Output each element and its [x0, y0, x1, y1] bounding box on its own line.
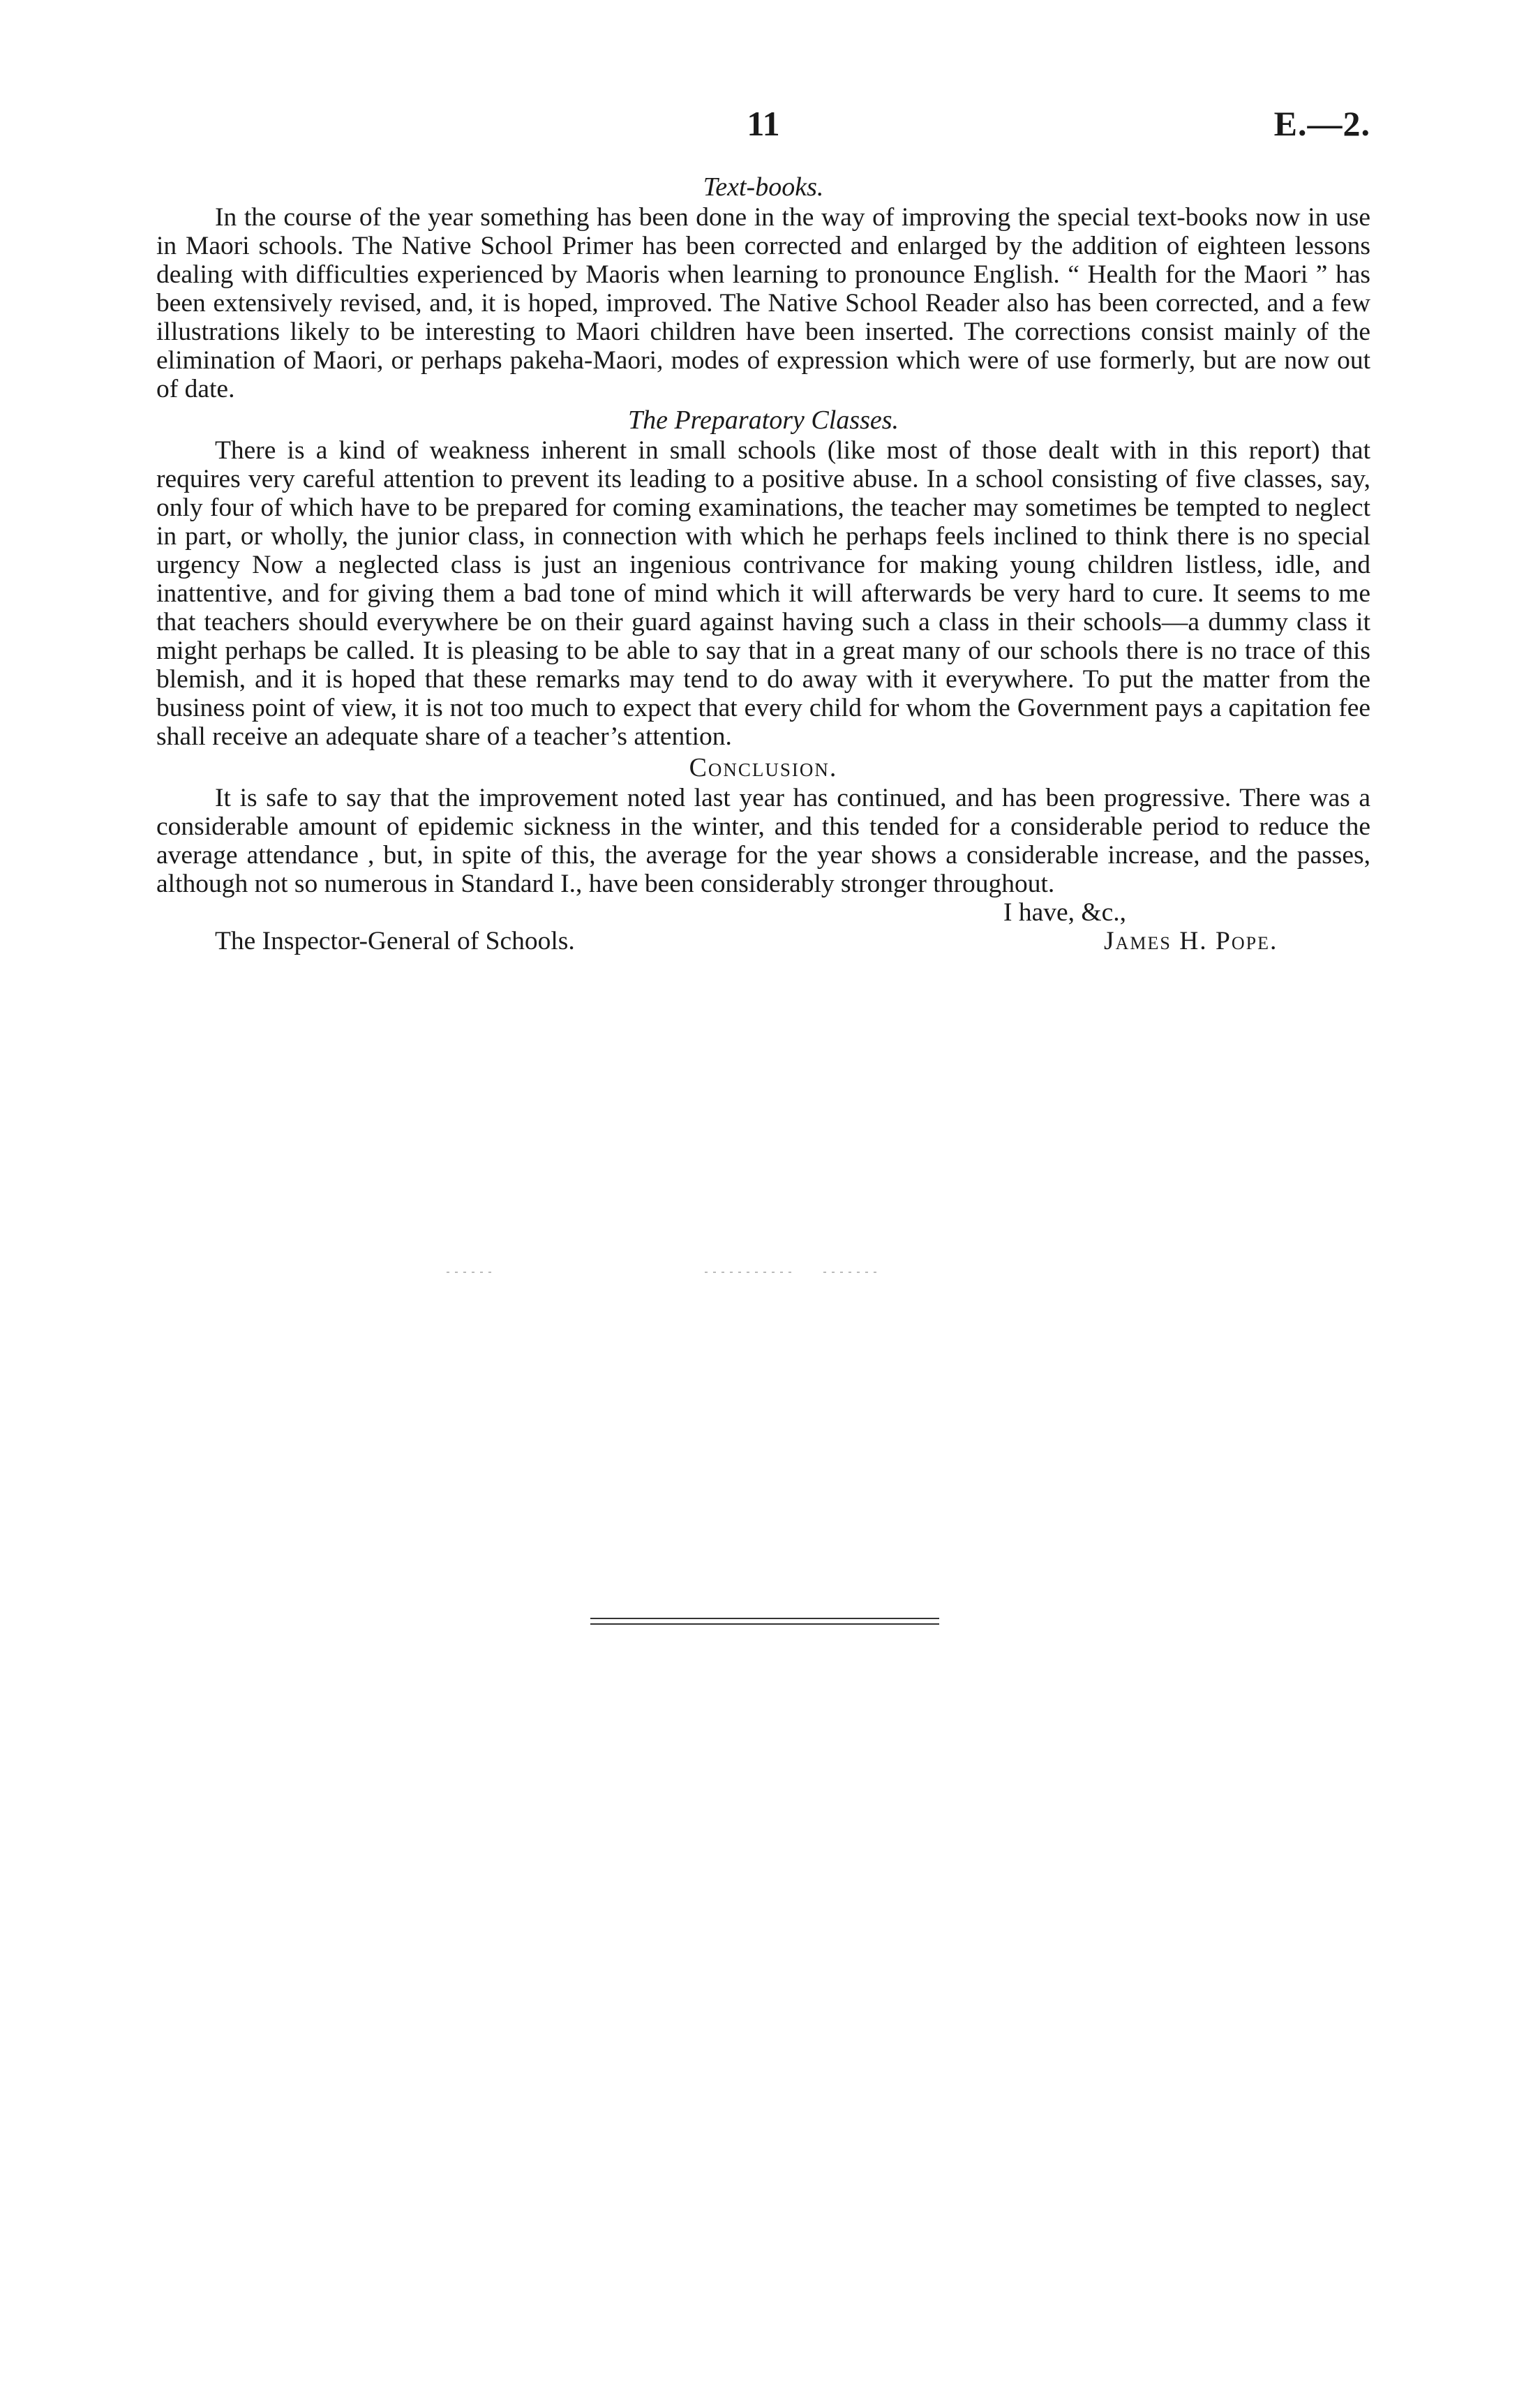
- page-number: 11: [747, 104, 780, 143]
- paragraph: It is safe to say that the improvement noted last year has continued, and has been progressive. There was a considerable amount of epidemic sickness in the winter, and this tended for a considerable period to reduce the average attendance , but, in spite of this, the average for the year shows a considerable increase, and the passes, although not so numerous in Standard I., have been considerably stronger throughout.: [156, 784, 1370, 898]
- section-heading: Text-books.: [703, 172, 824, 202]
- end-rule-bottom: [590, 1623, 939, 1625]
- end-rule-top: [590, 1618, 939, 1619]
- scan-speck: [447, 1272, 495, 1273]
- signature: James H. Pope.: [1104, 927, 1278, 955]
- section-heading: Conclusion.: [689, 753, 838, 782]
- recipient: The Inspector-General of Schools.: [215, 927, 575, 955]
- salutation: I have, &c.,: [1003, 898, 1126, 927]
- scan-speck: [823, 1272, 879, 1273]
- section-preparatory-classes: [156, 406, 1370, 751]
- scan-speck: [705, 1272, 795, 1273]
- section-heading: The Preparatory Classes.: [627, 405, 899, 435]
- letter-closing: [156, 898, 1370, 955]
- document-body: [156, 173, 1370, 955]
- document-reference: E.—2.: [1273, 104, 1370, 143]
- section-text-books: [156, 173, 1370, 403]
- section-conclusion: [156, 754, 1370, 898]
- paragraph: In the course of the year something has been done in the way of improving the special text-books now in use in Maori schools. The Native School Primer has been corrected and enlarged by the addition of eighteen lessons dealing with difficulties experienced by Maoris when learning to pronounce English. “ Health for the Maori ” has been extensively revised, and, it is hoped, improved. The Native School Reader also has been corrected, and a few illustrations likely to be interesting to Maori children have been inserted. The corrections consist mainly of the elimination of Maori, or perhaps pakeha-Maori, modes of expression which were of use formerly, but are now out of date.: [156, 203, 1370, 403]
- paragraph: There is a kind of weakness inherent in small schools (like most of those dealt with in this report) that requires very careful attention to prevent its leading to a positive abuse. In a school consisting of five classes, say, only four of which have to be prepared for coming examinations, the teacher may sometimes be tempted to neglect in part, or wholly, the junior class, in connection with which he perhaps feels inclined to think there is no special urgency Now a neglected class is just an ingenious contrivance for making young children listless, idle, and inattentive, and for giving them a bad tone of mind which it will afterwards be very hard to cure. It seems to me that teachers should everywhere be on their guard against having such a class in their schools—a dummy class it might perhaps be called. It is pleasing to be able to say that in a great many of our schools there is no trace of this blemish, and it is hoped that these remarks may tend to do away with it everywhere. To put the matter from the business point of view, it is not too much to expect that every child for whom the Government pays a capitation fee shall receive an adequate share of a teacher’s attention.: [156, 436, 1370, 751]
- page-header: [156, 103, 1370, 152]
